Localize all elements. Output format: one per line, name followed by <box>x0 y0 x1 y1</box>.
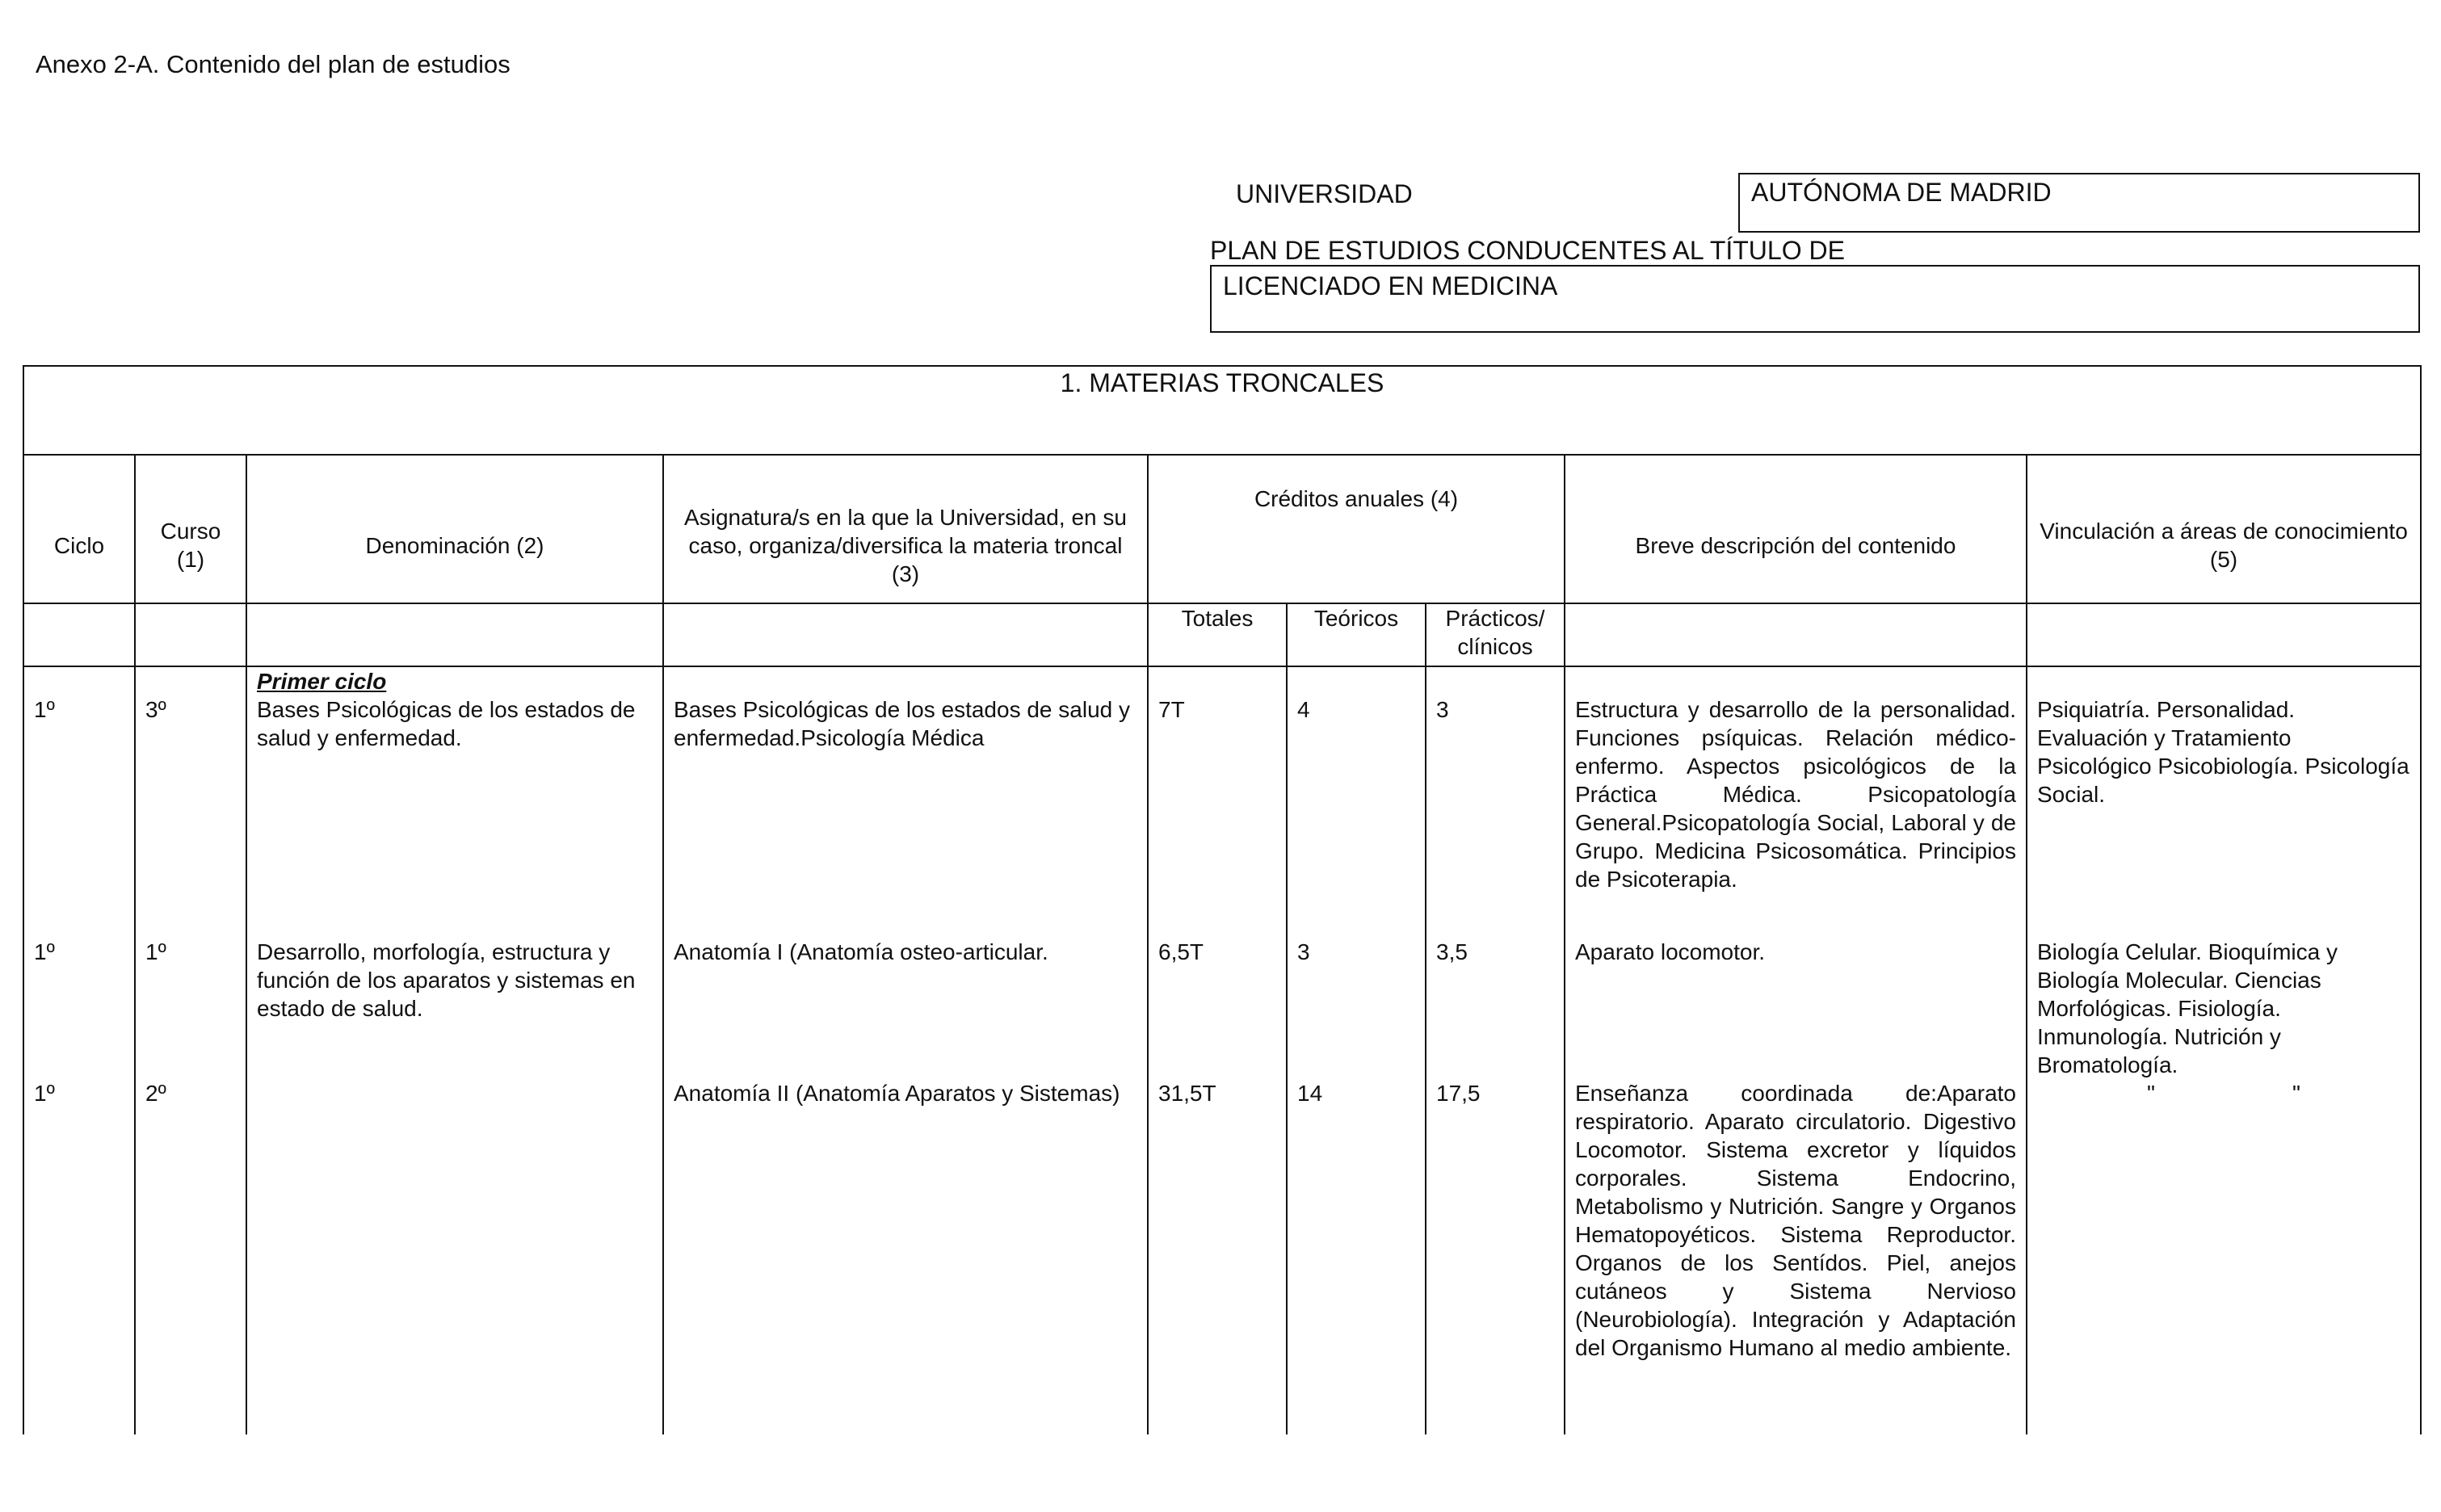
ditto-mark: " <box>2292 1081 2300 1106</box>
col-vinculacion: Vinculación a áreas de conocimiento (5) <box>2027 455 2421 603</box>
cell-ciclo: 1º <box>23 695 135 938</box>
cell-practicos: 17,5 <box>1426 1079 1565 1434</box>
ditto-mark: " <box>2147 1081 2155 1106</box>
cell-vinculacion: Psiquiatría. Personalidad. Evaluación y Tratamiento Psicológico Psicobiología. Psicología Social. <box>2027 695 2421 938</box>
cell-vinculacion: Biología Celular. Bioquímica y Biología Molecular. Ciencias Morfológicas. Fisiología. Inmunología. Nutrición y Bromatología. <box>2027 938 2421 1079</box>
col-practicos: Prácticos/ clínicos <box>1426 603 1565 666</box>
cell-ciclo: 1º <box>23 1079 135 1434</box>
col-descripcion: Breve descripción del contenido <box>1565 455 2027 603</box>
cell-denominacion: Bases Psicológicas de los estados de salud y enfermedad. <box>246 695 663 938</box>
plan-label: PLAN DE ESTUDIOS CONDUCENTES AL TÍTULO DE <box>1210 236 1845 265</box>
cell-curso: 3º <box>135 695 246 938</box>
table-row <box>23 695 2421 938</box>
plan-value: LICENCIADO EN MEDICINA <box>1210 265 2420 333</box>
cell-teoricos: 14 <box>1287 1079 1426 1434</box>
table-row <box>23 1079 2421 1434</box>
col-ciclo: Ciclo <box>23 455 135 603</box>
cell-vinculacion <box>2027 1079 2421 1434</box>
cell-descripcion: Enseñanza coordinada de:Aparato respiratorio. Aparato circulatorio. Digestivo Locomotor. Sistema excretor y líquidos corporales. Sistema Endocrino, Metabolismo y Nutrición. Sangre y Organos Hematopoyéticos. Sistema Reproductor. Organos de los Sentídos. Piel, anejos cutáneos y Sistema Nervioso (Neurobiología). Integración y Adaptación del Organismo Humano al medio ambiente. <box>1565 1079 2027 1434</box>
university-value: AUTÓNOMA DE MADRID <box>1738 173 2420 233</box>
cell-curso: 1º <box>135 938 246 1079</box>
cell-descripcion: Aparato locomotor. <box>1565 938 2027 1079</box>
subheader-empty <box>1565 603 2027 666</box>
cell-totales: 6,5T <box>1148 938 1287 1079</box>
cell-asignatura: Anatomía II (Anatomía Aparatos y Sistemas) <box>663 1079 1148 1434</box>
col-curso: Curso (1) <box>135 455 246 603</box>
cell-totales: 31,5T <box>1148 1079 1287 1434</box>
col-denominacion: Denominación (2) <box>246 455 663 603</box>
section-row <box>23 666 2421 695</box>
table-row <box>23 938 2421 1079</box>
header-row <box>23 455 2421 603</box>
subheader-empty <box>663 603 1148 666</box>
cell-asignatura: Anatomía I (Anatomía osteo-articular. <box>663 938 1148 1079</box>
annex-title <box>36 50 510 79</box>
cell-denominacion <box>246 1079 663 1434</box>
subheader-row <box>23 603 2421 666</box>
subheader-empty <box>135 603 246 666</box>
section-title: Primer ciclo <box>257 669 387 694</box>
subheader-empty <box>23 603 135 666</box>
col-creditos: Créditos anuales (4) <box>1148 455 1565 603</box>
cell-teoricos: 3 <box>1287 938 1426 1079</box>
subheader-empty <box>246 603 663 666</box>
annex-number: Anexo 2-A <box>36 50 153 78</box>
table-title-row <box>23 366 2421 455</box>
cell-totales: 7T <box>1148 695 1287 938</box>
col-asignatura: Asignatura/s en la que la Universidad, en su caso, organiza/diversifica la materia troncal (3) <box>663 455 1148 603</box>
cell-descripcion: Estructura y desarrollo de la personalidad. Funciones psíquicas. Relación médico-enfermo. Aspectos psicológicos de la Práctica Médica. Psicopatología General.Psicopatología Social, Laboral y de Grupo. Medicina Psicosomática. Principios de Psicoterapia. <box>1565 695 2027 938</box>
cell-denominacion: Desarrollo, morfología, estructura y función de los aparatos y sistemas en estado de salud. <box>246 938 663 1079</box>
cell-teoricos: 4 <box>1287 695 1426 938</box>
cell-ciclo: 1º <box>23 938 135 1079</box>
col-totales: Totales <box>1148 603 1287 666</box>
col-teoricos: Teóricos <box>1287 603 1426 666</box>
cell-practicos: 3 <box>1426 695 1565 938</box>
cell-practicos: 3,5 <box>1426 938 1565 1079</box>
annex-caption: . Contenido del plan de estudios <box>152 50 510 78</box>
subjects-table <box>23 365 2422 1434</box>
cell-asignatura: Bases Psicológicas de los estados de salud y enfermedad.Psicología Médica <box>663 695 1148 938</box>
cell-curso: 2º <box>135 1079 246 1434</box>
table-title: 1. MATERIAS TRONCALES <box>23 366 2421 455</box>
subheader-empty <box>2027 603 2421 666</box>
university-label: UNIVERSIDAD <box>1236 179 1413 208</box>
